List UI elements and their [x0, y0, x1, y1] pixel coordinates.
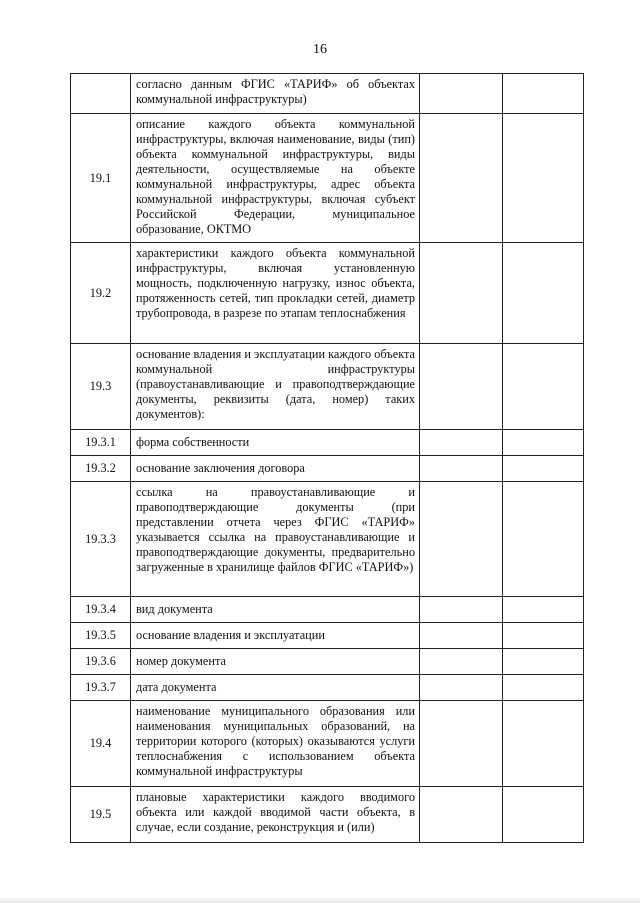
- empty-cell: [420, 430, 503, 456]
- empty-cell: [420, 456, 503, 482]
- table-row: [71, 675, 584, 701]
- table-row: [71, 456, 584, 482]
- row-number: 19.3.3: [71, 482, 131, 597]
- table-row: [71, 74, 584, 114]
- empty-cell: [503, 701, 584, 787]
- empty-cell: [420, 74, 503, 114]
- row-number: 19.1: [71, 114, 131, 243]
- row-number: 19.2: [71, 243, 131, 344]
- row-description: основание владения и эксплуатации: [131, 623, 420, 649]
- table-row: [71, 623, 584, 649]
- table-row: [71, 114, 584, 243]
- row-number: 19.3.5: [71, 623, 131, 649]
- empty-cell: [503, 597, 584, 623]
- empty-cell: [420, 623, 503, 649]
- table-row: [71, 243, 584, 344]
- empty-cell: [420, 344, 503, 430]
- row-number: [71, 74, 131, 114]
- row-description: наименование муниципального образования или наименования муниципальных образований, на территории которого (которых) оказываются услуги теплоснабжения с использованием объекта коммунальной инфраструктуры: [131, 701, 420, 787]
- empty-cell: [503, 74, 584, 114]
- row-description: номер документа: [131, 649, 420, 675]
- empty-cell: [503, 456, 584, 482]
- row-description: основание заключения договора: [131, 456, 420, 482]
- row-number: 19.5: [71, 787, 131, 843]
- table-row: [71, 482, 584, 597]
- table-row: [71, 649, 584, 675]
- scan-edge: [0, 896, 640, 903]
- table-row: [71, 787, 584, 843]
- row-description: форма собственности: [131, 430, 420, 456]
- empty-cell: [420, 675, 503, 701]
- empty-cell: [503, 114, 584, 243]
- row-number: 19.3.6: [71, 649, 131, 675]
- empty-cell: [420, 482, 503, 597]
- row-description: вид документа: [131, 597, 420, 623]
- empty-cell: [420, 787, 503, 843]
- empty-cell: [503, 482, 584, 597]
- row-number: 19.3.4: [71, 597, 131, 623]
- row-number: 19.3.1: [71, 430, 131, 456]
- empty-cell: [503, 675, 584, 701]
- empty-cell: [420, 114, 503, 243]
- row-number: 19.3: [71, 344, 131, 430]
- table-row: [71, 597, 584, 623]
- table-row: [71, 344, 584, 430]
- row-description: основание владения и эксплуатации каждого объекта коммунальной инфраструктуры (правоустанавливающие и правоподтверждающие документы, реквизиты (дата, номер) таких документов):: [131, 344, 420, 430]
- row-number: 19.3.7: [71, 675, 131, 701]
- table-row: [71, 701, 584, 787]
- row-description: дата документа: [131, 675, 420, 701]
- empty-cell: [420, 701, 503, 787]
- empty-cell: [503, 649, 584, 675]
- empty-cell: [420, 243, 503, 344]
- row-description: плановые характеристики каждого вводимого объекта или каждой вводимой части объекта, в случае, если создание, реконструкция и (или): [131, 787, 420, 843]
- row-description: описание каждого объекта коммунальной инфраструктуры, включая наименование, виды (тип) объекта коммунальной инфраструктуры, виды деятельности, осуществляемые на объекте коммунальной инфраструктуры, адрес объекта коммунальной инфраструктуры, включая субъект Российской Федерации, муниципальное образование, ОКТМО: [131, 114, 420, 243]
- empty-cell: [503, 243, 584, 344]
- row-description: согласно данным ФГИС «ТАРИФ» об объектах коммунальной инфраструктуры): [131, 74, 420, 114]
- empty-cell: [503, 344, 584, 430]
- row-number: 19.3.2: [71, 456, 131, 482]
- empty-cell: [503, 430, 584, 456]
- document-table: [70, 73, 584, 843]
- empty-cell: [503, 787, 584, 843]
- row-description: характеристики каждого объекта коммунальной инфраструктуры, включая установленную мощность, подключенную нагрузку, износ объекта, протяженность сетей, тип прокладки сетей, диаметр трубопровода, в разрезе по этапам теплоснабжения: [131, 243, 420, 344]
- empty-cell: [503, 623, 584, 649]
- row-number: 19.4: [71, 701, 131, 787]
- table-row: [71, 430, 584, 456]
- page-number: 16: [313, 42, 327, 57]
- empty-cell: [420, 649, 503, 675]
- empty-cell: [420, 597, 503, 623]
- row-description: ссылка на правоустанавливающие и правоподтверждающие документы (при представлении отчета через ФГИС «ТАРИФ» указывается ссылка на правоустанавливающие и правоподтверждающие документы, предварительно загруженные в хранилище файлов ФГИС «ТАРИФ»): [131, 482, 420, 597]
